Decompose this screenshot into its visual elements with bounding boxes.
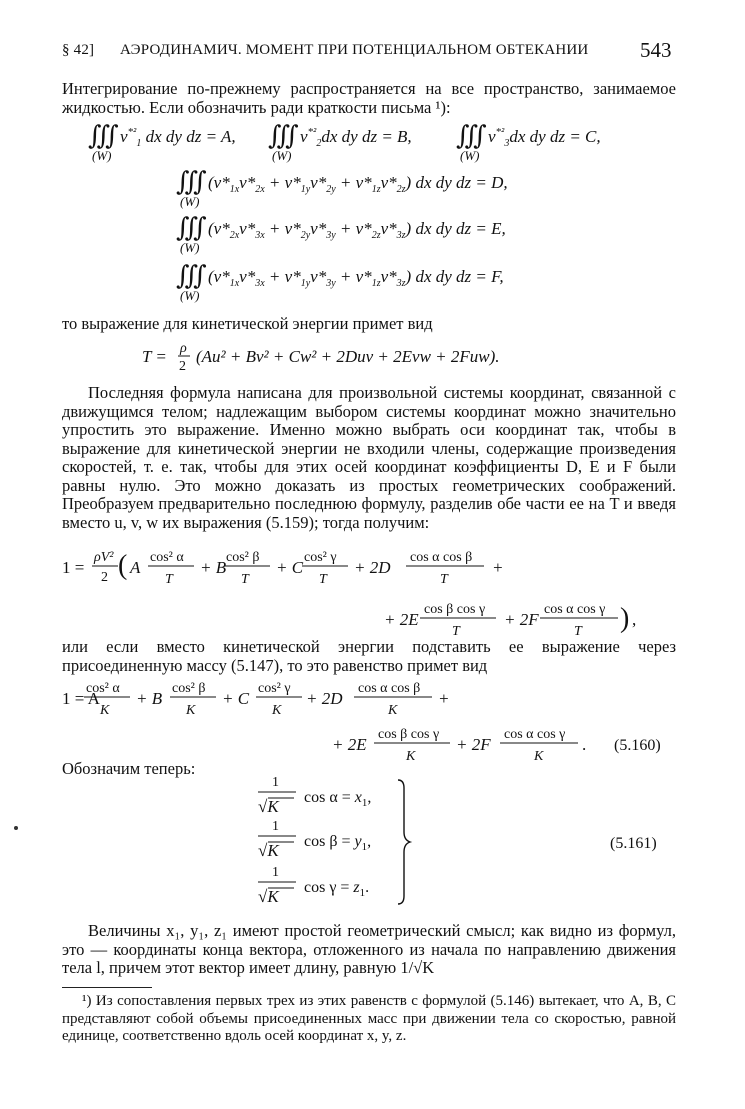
section-ref: § 42]	[62, 42, 95, 58]
svg-text:+ 2F: + 2F	[504, 610, 539, 629]
equation-over-T	[0, 543, 745, 643]
svg-text:cos α cos β: cos α cos β	[410, 550, 473, 565]
svg-text:(W): (W)	[460, 148, 480, 163]
svg-text:K: K	[406, 749, 416, 764]
svg-text:cos β cos γ: cos β cos γ	[424, 602, 486, 617]
svg-text:cos² γ: cos² γ	[258, 681, 291, 696]
svg-text:cos² γ: cos² γ	[304, 550, 337, 565]
svg-text:): )	[620, 603, 630, 634]
svg-text:cos α = x1,: $\cos \alpha = x_1$,	[304, 789, 372, 809]
svg-text:(W): (W)	[180, 288, 200, 303]
svg-text:T: T	[440, 572, 448, 587]
integral-definitions	[0, 112, 745, 312]
svg-text:v*²3dx dy dz = C,: $v^{*^2}_3dx$ dy dz = C,	[488, 126, 601, 149]
svg-text:(v*2xv*3x + v*2yv*3y + v*2zv*3: $(v*_{2x}v*_{3x} + v*_{2y}v*_{3y} + v*_{2z}v*_{3z})$ dx dy dz = E,	[208, 219, 506, 241]
svg-text:+ 2D: + 2D	[306, 689, 343, 708]
svg-text:(v*1xv*3x + v*1yv*3y + v*1zv*3: $(v*_{1x}v*_{3x} + v*_{1y}v*_{3y} + v*_{1z}v*_{3z})$ dx dy dz = F,	[208, 267, 504, 289]
paragraph-denote: Обозначим теперь:	[62, 759, 196, 778]
svg-text:T: T	[319, 572, 327, 587]
svg-text:∭: ∭	[268, 121, 299, 150]
svg-text:A: A	[130, 558, 141, 577]
svg-text:+ B: + B	[200, 558, 227, 577]
svg-text:+: +	[438, 689, 450, 708]
svg-text:+ B: + B	[136, 689, 163, 708]
svg-text:cos α cos γ: cos α cos γ	[544, 602, 606, 617]
footnote-rule	[62, 987, 152, 988]
svg-text:cos α cos β: cos α cos β	[358, 681, 421, 696]
svg-text:1: 1	[272, 819, 279, 834]
svg-text:cos² β: cos² β	[226, 550, 260, 565]
svg-text:(W): (W)	[92, 148, 112, 163]
svg-text:√K: √K	[258, 841, 279, 860]
svg-text:+ 2F: + 2F	[456, 735, 491, 754]
svg-text:cos² α: cos² α	[86, 681, 120, 696]
svg-text:∭: ∭	[176, 167, 207, 196]
svg-text:K: K	[186, 703, 196, 718]
svg-text:√K: √K	[258, 797, 279, 816]
svg-text:K: K	[100, 703, 110, 718]
svg-text:cos γ = z1.: $\cos \gamma = z_1$.	[304, 879, 370, 899]
svg-text:T: T	[574, 624, 582, 639]
svg-text:+ 2E: + 2E	[384, 610, 419, 629]
svg-text:T: T	[452, 624, 460, 639]
svg-text:T =: T =	[142, 347, 167, 366]
svg-text:(Au² + Bv² + Cw² + 2Duv + 2Evw: (Au² + Bv² + Cw² + 2Duv + 2Evw + 2Fuw).	[196, 347, 500, 366]
svg-text:v*²1 dx dy dz = A,: $v^{*^2}_1$ dx dy dz = A,	[120, 126, 236, 149]
kinetic-energy-formula	[0, 336, 745, 380]
svg-text:+ C: + C	[276, 558, 304, 577]
paragraph-kinetic-intro: то выражение для кинетической энергии примет вид	[62, 314, 433, 333]
svg-text:1: 1	[272, 775, 279, 790]
svg-text:K: K	[534, 749, 544, 764]
paragraph-added-mass: или если вместо кинетической энергии подставить ее выражение через присоединенную массу (5.147), то это равенство примет вид	[62, 637, 676, 675]
svg-text:(W): (W)	[272, 148, 292, 163]
svg-text:1 = A: 1 = A	[62, 689, 100, 708]
svg-text:K: K	[388, 703, 398, 718]
svg-text:(: (	[118, 550, 128, 581]
svg-text:,: ,	[632, 610, 637, 629]
equation-system-5-161	[0, 772, 745, 912]
svg-text:T: T	[165, 572, 173, 587]
svg-text:+ C: + C	[222, 689, 250, 708]
svg-text:cos β = y1,: $\cos \beta = y_1$,	[304, 833, 372, 853]
footnote: ¹) Из сопоставления первых трех из этих равенств с формулой (5.146) вытекает, что A, B, C представляют собой объемы присоединенных масс при движении тела со скоростью, равной единице, соответственно вдоль осей координат x, y, z.	[62, 993, 676, 1044]
svg-text:∭: ∭	[456, 121, 487, 150]
margin-dot	[14, 826, 18, 830]
svg-text:∭: ∭	[176, 261, 207, 290]
svg-text:(W): (W)	[180, 194, 200, 209]
paragraph-vector-meaning: Величины x₁, y₁, z₁ имеют простой геометрический смысл; как видно из формул, это — координаты конца вектора, отложенного из начала по направлению движения тела l, причем этот вектор имеет длину, равную 1/√K	[62, 921, 676, 977]
paragraph-coordinates: Последняя формула написана для произвольной системы координат, связанной с движущимся телом; надлежащим выбором системы координат можно значительно упростить это выражение. Именно можно выбрать оси координат так, чтобы в выражение для кинетической энергии не входили члены, содержащие произведения скоростей, т. е. так, чтобы для этих осей координат коэффициенты D, E и F были равны нулю. Это можно доказать из простых геометрических соображений. Преобразуем предварительно последнюю формулу, разделив обе части ее на T и введя вместо u, v, w их выражения (5.159); тогда получим:	[62, 383, 676, 532]
svg-text:1 =: 1 =	[62, 558, 85, 577]
equation-number-5-160: (5.160)	[614, 737, 661, 754]
svg-text:v*²2dx dy dz = B,: $v^{*^2}_2dx$ dy dz = B,	[300, 126, 412, 149]
svg-text:cos α cos γ: cos α cos γ	[504, 727, 566, 742]
svg-text:.: .	[582, 735, 587, 754]
svg-text:∭: ∭	[88, 121, 119, 150]
svg-text:(v*1xv*2x + v*1yv*2y + v*1zv*2: $(v*_{1x}v*_{2x} + v*_{1y}v*_{2y} + v*_{1z}v*_{2z})$ dx dy dz = D,	[208, 173, 508, 195]
svg-text:ρV²: ρV²	[94, 550, 114, 565]
svg-text:2: 2	[101, 570, 108, 585]
svg-text:cos² α: cos² α	[150, 550, 184, 565]
svg-text:K: K	[272, 703, 282, 718]
svg-text:cos² β: cos² β	[172, 681, 206, 696]
svg-text:√K: √K	[258, 887, 279, 906]
svg-text:cos β cos γ: cos β cos γ	[378, 727, 440, 742]
svg-text:T: T	[241, 572, 249, 587]
svg-text:1: 1	[272, 865, 279, 880]
svg-text:+: +	[492, 558, 504, 577]
running-title: АЭРОДИНАМИЧ. МОМЕНТ ПРИ ПОТЕНЦИАЛЬНОМ ОБТЕКАНИИ	[120, 42, 589, 58]
svg-text:∭: ∭	[176, 213, 207, 242]
paragraph-intro: Интегрирование по-прежнему распространяется на все пространство, занимаемое жидкостью. Если обозначить ради краткости письма ¹):	[62, 79, 676, 117]
svg-text:2: 2	[179, 359, 186, 374]
page-number: 543	[640, 38, 672, 62]
svg-text:(W): (W)	[180, 240, 200, 255]
svg-text:+ 2E: + 2E	[332, 735, 367, 754]
svg-text:ρ: ρ	[180, 341, 187, 356]
svg-text:+ 2D: + 2D	[354, 558, 391, 577]
svg-text:(5.161): (5.161)	[610, 835, 657, 852]
